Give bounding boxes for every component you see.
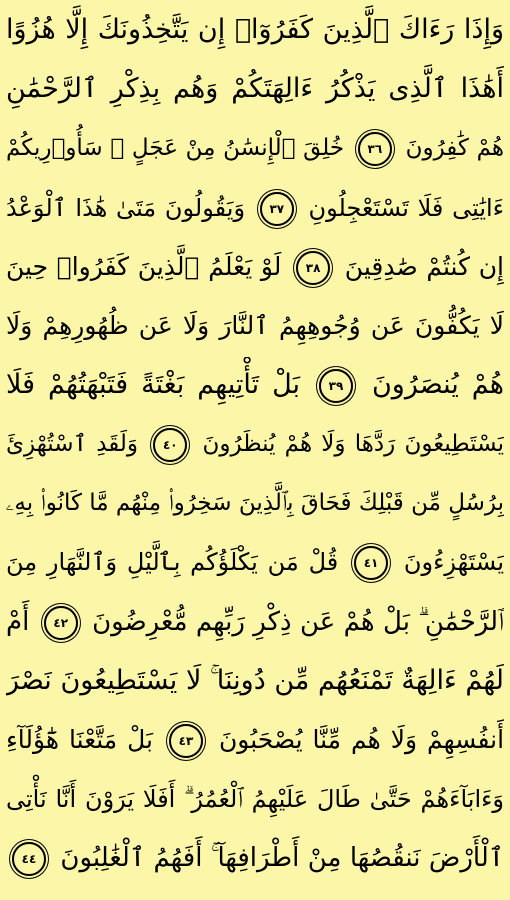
line-text xyxy=(6,712,504,768)
verse-line-11 xyxy=(6,594,504,650)
line-text xyxy=(6,61,504,117)
ayah-number-marker: ٣٧ xyxy=(260,192,294,226)
ayah-number-marker: ٤٤ xyxy=(12,842,46,876)
verse-text: وَلَقَدِ ٱسْتُهْزِئَ xyxy=(6,431,139,457)
ayah-number-marker: ٤٠ xyxy=(153,428,187,462)
verse-text: أَنفُسِهِمْ وَلَا هُم مِّنَّا يُصْحَبُونَ xyxy=(218,725,504,754)
verse-text: ٱلْأَرْضَ نَنقُصُهَا مِنْ أَطْرَافِهَآ ۚ أَفَهُمُ ٱلْغَٰلِبُونَ xyxy=(60,843,504,873)
ayah-number-marker: ٣٦ xyxy=(358,132,392,166)
line-text xyxy=(6,830,504,886)
verse-line-12 xyxy=(6,653,504,709)
verse-line-8 xyxy=(6,416,504,472)
verse-text: بِرُسُلٍ مِّن قَبْلِكَ فَحَاقَ بِٱلَّذِينَ سَخِرُوا۟ مِنْهُم مَّا كَانُوا۟ بِهِۦ xyxy=(6,490,504,516)
verse-text: ءَايَٰتِى فَلَا تَسْتَعْجِلُونِ xyxy=(308,194,504,222)
ayah-number-marker: ٤٣ xyxy=(169,724,203,758)
line-text xyxy=(6,653,504,709)
verse-text: لَا يَكُفُّونَ عَن وُجُوهِهِمُ ٱلنَّارَ وَلَا عَن ظُهُورِهِمْ وَلَا xyxy=(6,311,504,340)
ayah-number-marker: ٣٩ xyxy=(319,369,353,403)
verse-text: وَإِذَا رَءَاكَ ٱلَّذِينَ كَفَرُوٓا۟ إِن يَتَّخِذُونَكَ إِلَّا هُزُوًا xyxy=(6,14,504,45)
verse-line-1 xyxy=(6,2,504,58)
verse-text: يَسْتَطِيعُونَ رَدَّهَا وَلَا هُمْ يُنظَرُونَ xyxy=(202,431,504,457)
verse-text: يَسْتَهْزِءُونَ xyxy=(403,548,504,576)
line-text xyxy=(6,298,504,354)
ayah-number-marker: ٤٢ xyxy=(44,606,78,640)
ayah-number-marker: ٣٨ xyxy=(296,251,330,285)
verse-text: قُلْ مَن يَكْلَؤُكُم بِٱلَّيْلِ وَٱلنَّهَارِ مِنَ xyxy=(6,548,339,576)
ayah-number-marker: ٤١ xyxy=(354,546,388,580)
line-text xyxy=(6,2,504,58)
verse-text: إِن كُنتُمْ صَٰدِقِينَ xyxy=(344,252,504,281)
verse-line-4 xyxy=(6,180,504,236)
verse-line-13 xyxy=(6,712,504,768)
verse-text: وَءَابَآءَهُمْ حَتَّىٰ طَالَ عَلَيْهِمُ ٱلْعُمُرُ ۗ أَفَلَا يَرَوْنَ أَنَّا نَأْتِى xyxy=(6,785,504,813)
verse-line-6 xyxy=(6,298,504,354)
verse-text: هُمْ يُنصَرُونَ xyxy=(371,369,504,400)
verse-line-2 xyxy=(6,61,504,117)
verse-text: خُلِقَ ٱلْإِنسَٰنُ مِنْ عَجَلٍ ۚ سَأُو۟رِيكُمْ xyxy=(6,135,345,161)
verse-text: لَهُمْ ءَالِهَةٌ تَمْنَعُهُم مِّن دُونِنَا ۚ لَا يَسْتَطِيعُونَ نَصْرَ xyxy=(6,665,504,696)
line-text xyxy=(6,416,504,472)
verse-line-10 xyxy=(6,534,504,590)
line-text xyxy=(6,180,504,236)
line-text xyxy=(6,534,504,590)
verse-line-15 xyxy=(6,830,504,886)
verse-text: وَيَقُولُونَ مَتَىٰ هَٰذَا ٱلْوَعْدُ xyxy=(6,194,246,222)
verse-text: أَمْ xyxy=(6,607,30,637)
verse-line-5 xyxy=(6,239,504,295)
line-text xyxy=(6,475,504,531)
line-text xyxy=(6,771,504,827)
line-text xyxy=(6,120,504,176)
verse-line-7 xyxy=(6,357,504,413)
verse-text: بَلْ مَتَّعْنَا هَٰٓؤُلَآءِ xyxy=(6,725,154,754)
verse-text: هُمْ كَٰفِرُونَ xyxy=(405,135,504,161)
line-text xyxy=(6,594,504,650)
verse-text: أَهَٰذَا ٱلَّذِى يَذْكُرُ ءَالِهَتَكُمْ وَهُم بِذِكْرِ ٱلرَّحْمَٰنِ xyxy=(6,73,504,104)
verse-text: لَوْ يَعْلَمُ ٱلَّذِينَ كَفَرُوا۟ حِينَ xyxy=(6,252,282,281)
verse-text: ٱلرَّحْمَٰنِ ۗ بَلْ هُمْ عَن ذِكْرِ رَبِّهِم مُّعْرِضُونَ xyxy=(92,607,504,637)
line-text xyxy=(6,239,504,295)
verse-line-9 xyxy=(6,475,504,531)
line-text xyxy=(6,357,504,413)
verse-line-14 xyxy=(6,771,504,827)
verse-line-3 xyxy=(6,120,504,176)
verse-text: بَلْ تَأْتِيهِم بَغْتَةً فَتَبْهَتُهُمْ فَلَا xyxy=(6,369,301,400)
